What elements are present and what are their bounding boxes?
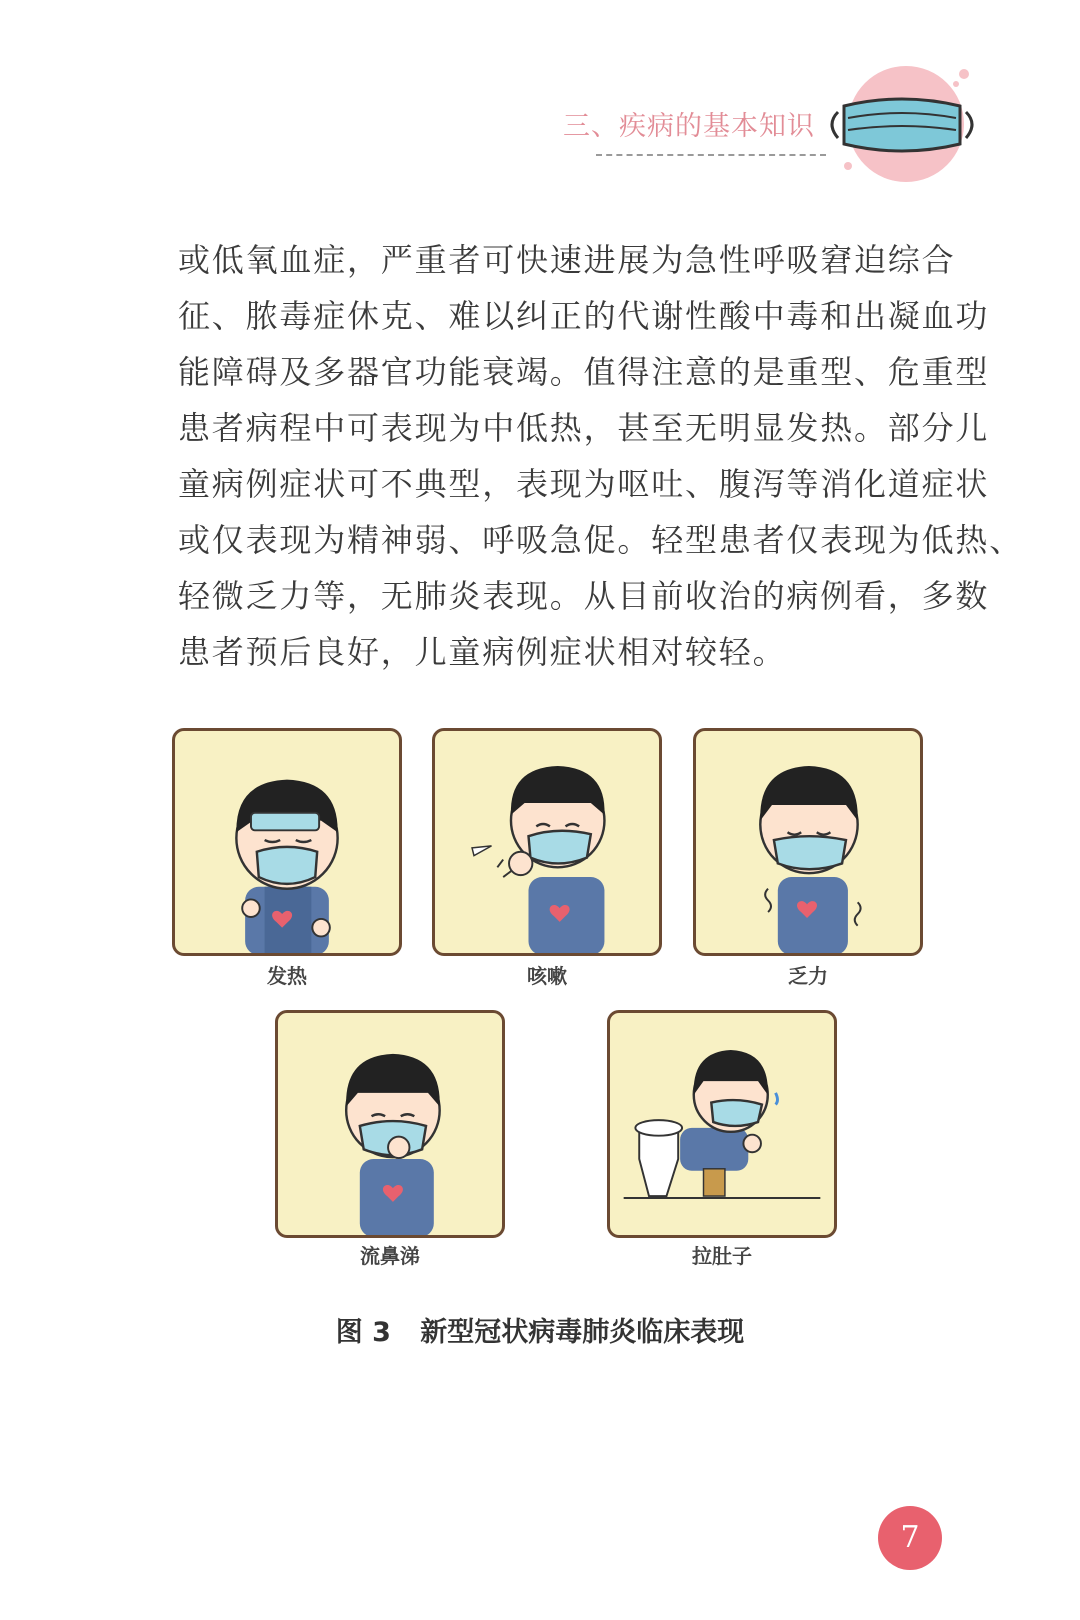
caption-fatigue: 乏力 bbox=[788, 964, 828, 988]
illustration-runny-nose bbox=[275, 1010, 505, 1238]
body-line: 患者预后良好，儿童病例症状相对较轻。 bbox=[178, 633, 787, 671]
header-dashed-divider bbox=[596, 154, 826, 156]
caption-cough: 咳嗽 bbox=[527, 964, 567, 988]
figure-title: 新型冠状病毒肺炎临床表现 bbox=[420, 1317, 745, 1348]
body-line: 童病例症状可不典型，表现为呕吐、腹泻等消化道症状 bbox=[178, 465, 990, 503]
illustration-diarrhea bbox=[607, 1010, 837, 1238]
body-line: 患者病程中可表现为中低热，甚至无明显发热。部分儿 bbox=[178, 409, 990, 447]
face-mask-icon bbox=[826, 62, 976, 192]
figure-caption bbox=[0, 1310, 1080, 1349]
caption-diarrhea: 拉肚子 bbox=[692, 1244, 752, 1268]
section-title: 三、疾病的基本知识 bbox=[563, 111, 815, 142]
illustration-fatigue bbox=[693, 728, 923, 956]
illustration-cough bbox=[432, 728, 662, 956]
figure-number: 图 3 bbox=[335, 1317, 391, 1348]
illustration-fever bbox=[172, 728, 402, 956]
body-line: 或仅表现为精神弱、呼吸急促。轻型患者仅表现为低热、 bbox=[178, 521, 1024, 559]
body-line: 能障碍及多器官功能衰竭。值得注意的是重型、危重型 bbox=[178, 353, 990, 391]
page-number-badge: 7 bbox=[878, 1506, 942, 1570]
body-line: 征、脓毒症休克、难以纠正的代谢性酸中毒和出凝血功 bbox=[178, 297, 990, 335]
page-header bbox=[0, 0, 1080, 200]
caption-runny-nose: 流鼻涕 bbox=[360, 1244, 420, 1268]
body-line: 轻微乏力等，无肺炎表现。从目前收治的病例看，多数 bbox=[178, 577, 990, 615]
body-line: 或低氧血症，严重者可快速进展为急性呼吸窘迫综合 bbox=[178, 241, 956, 279]
body-paragraph bbox=[178, 232, 1024, 680]
caption-fever: 发热 bbox=[267, 964, 307, 988]
